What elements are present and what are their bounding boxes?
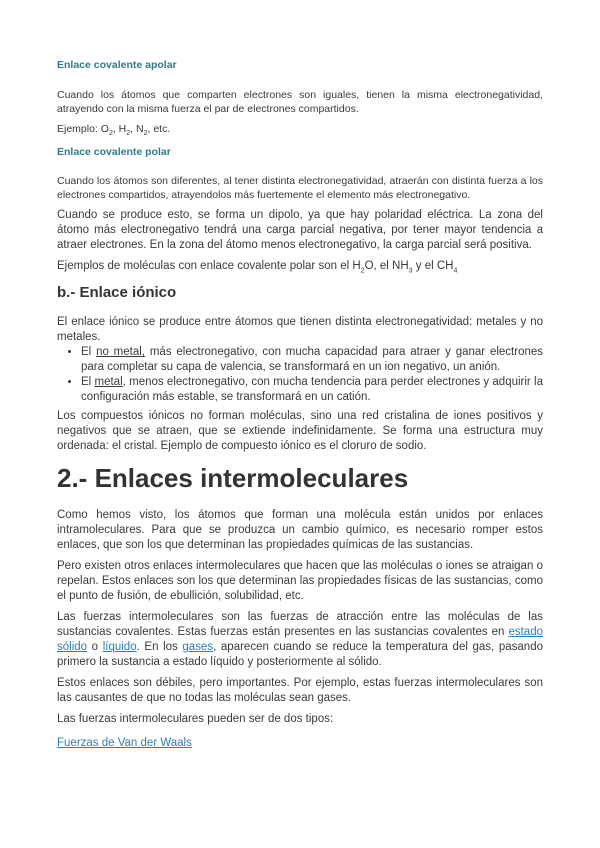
paragraph-fuerzas: Las fuerzas intermoleculares son las fuerzas de atracción entre las moléculas de las sustancias covalentes. Estas fuerzas están presentes en las sustancias covalentes en estado sólido o líquido. En los gases, aparecen cuando se reduce la temperatura del gas, pasando primero la sustancia a estado líquido y posteriormente al sólido. xyxy=(57,611,543,668)
paragraph-compuestos-ionicos: Los compuestos iónicos no forman moléculas, sino una red cristalina de iones positivos y negativos que se atraen, que se extiende indefinidamente. Se forma una estructura muy ordenada: el cristal. Ejemplo de compuesto iónico es el cloruro de sodio. xyxy=(57,410,543,452)
paragraph-ionico: El enlace iónico se produce entre átomos que tienen distinta electronegatividad: metales y no metales. xyxy=(57,316,543,343)
heading-covalente-apolar: Enlace covalente apolar xyxy=(57,59,177,71)
list-item-no-metal: • El no metal, más electronegativo, con mucha capacidad para atraer y ganar electrones para completar su capa de valencia, se transformará en un ion negativo, un anión. xyxy=(81,345,543,375)
paragraph-dipolo: Cuando se produce esto, se forma un dipolo, ya que hay polaridad eléctrica. La zona del átomo más electronegativo tendrá una carga parcial negativa, por tener mayor tendencia a atraer electrones. En la zona del átomo menos electronegativo, la carga parcial será positiva. xyxy=(57,209,543,251)
paragraph-debiles: Estos enlaces son débiles, pero importantes. Por ejemplo, estas fuerzas intermoleculares son las causantes de que no todas las moléculas sean gases. xyxy=(57,677,543,704)
paragraph-tipos: Las fuerzas intermoleculares pueden ser de dos tipos: xyxy=(57,713,334,725)
link-gases[interactable]: gases xyxy=(182,641,214,653)
heading-enlaces-intermoleculares: 2.- Enlaces intermoleculares xyxy=(57,463,409,493)
paragraph-intramoleculares: Como hemos visto, los átomos que forman una molécula están unidos por enlaces intramoleculares. Para que se produzca un cambio químico, es necesario romper estos enlaces, que son los que determinan las propiedades químicas de las sustancias. xyxy=(57,509,543,551)
paragraph-polar: Cuando los átomos son diferentes, al tener distinta electronegatividad, atraerán con distinta fuerza a los electrones compartidos, atrayendolos más fuertemente el elemento más electronegativo. xyxy=(57,175,543,201)
heading-covalente-polar: Enlace covalente polar xyxy=(57,146,171,158)
paragraph-intermoleculares: Pero existen otros enlaces intermoleculares que hacen que las moléculas o iones se atraigan o repelan. Estos enlaces son los que determinan las propiedades físicas de las sustancias, como el punto de fusión, de ebullición, solubilidad, etc. xyxy=(57,560,543,602)
paragraph-van-der-waals xyxy=(57,736,543,751)
paragraph-apolar-example: Ejemplo: $O_2$, $H_2$, $N_2$, etc. xyxy=(57,123,171,138)
heading-enlace-ionico: b.- Enlace iónico xyxy=(57,284,177,301)
document-content xyxy=(57,58,543,751)
link-liquido[interactable]: líquido xyxy=(102,641,137,653)
ionic-list xyxy=(57,345,543,405)
list-item-metal: • El metal, menos electronegativo, con mucha tendencia para perder electrones y adquirir la configuración más estable, se transformará en un catión. xyxy=(81,375,543,405)
paragraph-polar-examples: Ejemplos de moléculas con enlace covalente polar son el $H_2O$, el $NH_3$ y el $CH_4$ xyxy=(57,260,458,275)
paragraph-apolar: Cuando los átomos que comparten electrones son iguales, tienen la misma electronegatividad, atrayendo con la misma fuerza el par de electrones compartidos. xyxy=(57,89,543,115)
link-estado-solido[interactable]: estado sólido xyxy=(57,626,543,653)
link-van-der-waals[interactable]: Fuerzas de Van der Waals xyxy=(57,737,192,749)
